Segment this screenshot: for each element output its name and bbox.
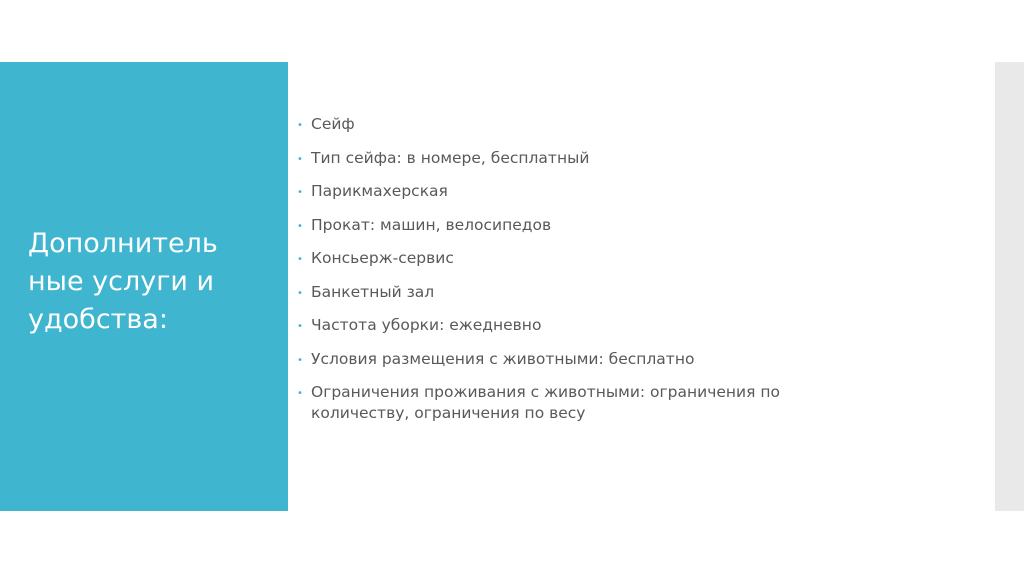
- bullet-icon: •: [297, 120, 303, 131]
- list-item: [296, 181, 856, 202]
- list-item-text: Ограничения проживания с животными: ограничения по количеству, ограничения по весу: [311, 383, 780, 422]
- bullet-icon: •: [297, 254, 303, 265]
- list-item: [296, 148, 856, 169]
- bullet-icon: •: [297, 321, 303, 332]
- list-item-text: Парикмахерская: [311, 182, 448, 200]
- bullet-list: [296, 114, 856, 437]
- bullet-icon: •: [297, 153, 303, 165]
- list-item-text: Тип сейфа: в номере, бесплатный: [311, 148, 590, 167]
- list-item-text: Консьерж-сервис: [311, 249, 454, 267]
- bullet-icon: •: [297, 187, 303, 198]
- list-item-text: Банкетный зал: [311, 282, 435, 301]
- list-item: [296, 282, 856, 303]
- list-item: [296, 349, 856, 370]
- list-item-text: Прокат: машин, велосипедов: [311, 215, 552, 234]
- scrollbar-strip[interactable]: [995, 62, 1024, 511]
- bullet-icon: •: [297, 287, 303, 299]
- bullet-icon: •: [297, 354, 303, 366]
- list-item: [296, 114, 856, 135]
- bullet-icon: •: [297, 388, 303, 399]
- bullet-icon: •: [297, 220, 303, 232]
- list-item: [296, 382, 856, 424]
- list-item: [296, 248, 856, 269]
- list-item-text: Сейф: [311, 115, 355, 133]
- list-item: [296, 215, 856, 236]
- slide-title: Дополнитель ные услуги и удобства:: [28, 228, 218, 335]
- list-item: [296, 315, 856, 336]
- list-item-text: Условия размещения с животными: бесплатно: [311, 349, 695, 368]
- list-item-text: Частота уборки: ежедневно: [311, 316, 542, 334]
